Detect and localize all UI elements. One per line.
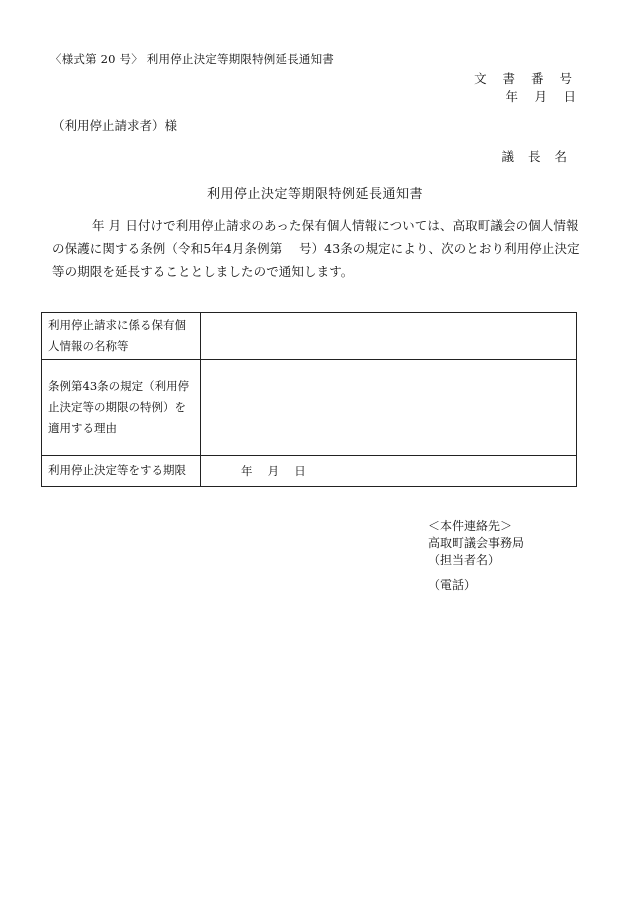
table-row bbox=[42, 360, 577, 456]
document-number: 文 書 番 号 bbox=[474, 71, 578, 86]
sender-name: 議 長 名 bbox=[501, 149, 572, 164]
row-label-info-name: 利用停止請求に係る保有個人情報の名称等 bbox=[42, 313, 201, 360]
contact-person: （担当者名） bbox=[428, 553, 501, 567]
info-table bbox=[41, 312, 577, 487]
form-number-label: 〈様式第 20 号〉 利用停止決定等期限特例延長通知書 bbox=[50, 52, 334, 66]
contact-phone: （電話） bbox=[428, 578, 477, 592]
contact-heading: ＜本件連絡先＞ bbox=[428, 519, 513, 533]
table-row bbox=[42, 313, 577, 360]
document-title: 利用停止決定等期限特例延長通知書 bbox=[206, 187, 423, 202]
row-value-deadline: 年 月 日 bbox=[201, 455, 577, 486]
contact-block bbox=[428, 518, 524, 569]
row-value-info-name bbox=[201, 313, 577, 360]
addressee: （利用停止請求者）様 bbox=[52, 118, 178, 133]
row-label-reason: 条例第43条の規定（利用停止決定等の期限の特例）を適用する理由 bbox=[42, 360, 201, 456]
row-label-deadline: 利用停止決定等をする期限 bbox=[42, 455, 201, 486]
document-date: 年 月 日 bbox=[505, 89, 578, 104]
row-value-reason bbox=[201, 360, 577, 456]
contact-office: 高取町議会事務局 bbox=[428, 536, 525, 550]
table-row bbox=[42, 455, 577, 486]
body-paragraph: 年 月 日付けで利用停止請求のあった保有個人情報については、高取町議会の個人情報の保護に関する条例（令和5年4月条例第 号）43条の規定により、次のとおり利用停止決定等の期限を延長することとしましたので通知します。 bbox=[52, 218, 580, 279]
